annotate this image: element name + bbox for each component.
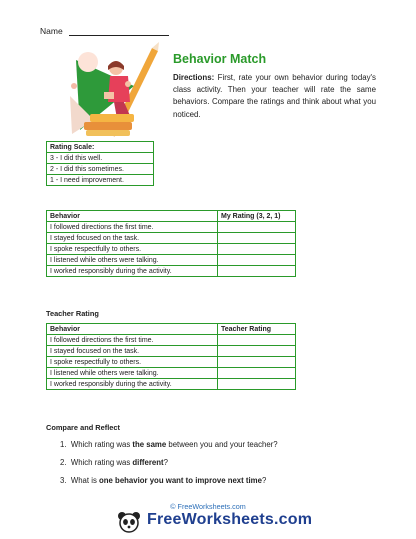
table-row [47, 335, 296, 346]
name-field-row [40, 26, 169, 36]
table-row [47, 244, 296, 255]
question-1: 1. Which rating was the same between you and your teacher? [60, 440, 278, 449]
table-row [47, 368, 296, 379]
my-rating-input[interactable] [218, 244, 296, 255]
behavior-cell: I listened while others were talking. [47, 255, 218, 266]
teacher-rating-input[interactable] [218, 357, 296, 368]
my-rating-table [46, 210, 296, 277]
directions-text [173, 72, 376, 121]
rating-scale-title: Rating Scale: [47, 142, 154, 153]
teacher-rating-column-header: Teacher Rating [218, 324, 296, 335]
teacher-rating-input[interactable] [218, 335, 296, 346]
behavior-cell: I worked responsibly during the activity. [47, 266, 218, 277]
table-row [47, 255, 296, 266]
behavior-column-header: Behavior [47, 324, 218, 335]
behavior-cell: I stayed focused on the task. [47, 233, 218, 244]
table-row [47, 233, 296, 244]
name-label: Name [40, 26, 63, 36]
panda-logo-icon [116, 511, 142, 533]
behavior-cell: I spoke respectfully to others. [47, 244, 218, 255]
table-row [47, 379, 296, 390]
table-row [47, 357, 296, 368]
question-2: 2. Which rating was different? [60, 458, 168, 467]
behavior-cell: I spoke respectfully to others. [47, 357, 218, 368]
my-rating-input[interactable] [218, 233, 296, 244]
footer-brand: FreeWorksheets.com [147, 511, 313, 528]
table-row [47, 346, 296, 357]
my-rating-input[interactable] [218, 255, 296, 266]
compare-reflect-heading: Compare and Reflect [46, 423, 120, 432]
behavior-cell: I followed directions the first time. [47, 222, 218, 233]
teacher-rating-input[interactable] [218, 368, 296, 379]
behavior-cell: I listened while others were talking. [47, 368, 218, 379]
books-icon [84, 114, 134, 136]
table-row [47, 266, 296, 277]
behavior-column-header: Behavior [47, 211, 218, 222]
teacher-rating-input[interactable] [218, 346, 296, 357]
worksheet-title: Behavior Match [173, 52, 267, 66]
directions-body: First, rate your own behavior during today's class activity. Then your teacher will rate the same behaviors. Compare the ratings and think about what you noticed. [173, 73, 376, 119]
my-rating-input[interactable] [218, 222, 296, 233]
rating-scale-item: 1 - I need improvement. [47, 175, 154, 186]
teacher-rating-input[interactable] [218, 379, 296, 390]
behavior-cell: I followed directions the first time. [47, 335, 218, 346]
teacher-rating-heading: Teacher Rating [46, 309, 99, 318]
student-illustration [58, 36, 166, 140]
teacher-rating-table [46, 323, 296, 390]
question-3: 3. What is one behavior you want to improve next time? [60, 476, 267, 485]
behavior-cell: I stayed focused on the task. [47, 346, 218, 357]
table-row [47, 222, 296, 233]
my-rating-input[interactable] [218, 266, 296, 277]
rating-scale-item: 3 - I did this well. [47, 153, 154, 164]
behavior-cell: I worked responsibly during the activity. [47, 379, 218, 390]
directions-label: Directions: [173, 73, 215, 82]
my-rating-column-header: My Rating (3, 2, 1) [218, 211, 296, 222]
footer-url[interactable]: © FreeWorksheets.com [170, 502, 246, 511]
rating-scale-item: 2 - I did this sometimes. [47, 164, 154, 175]
rating-scale-table [46, 141, 154, 186]
